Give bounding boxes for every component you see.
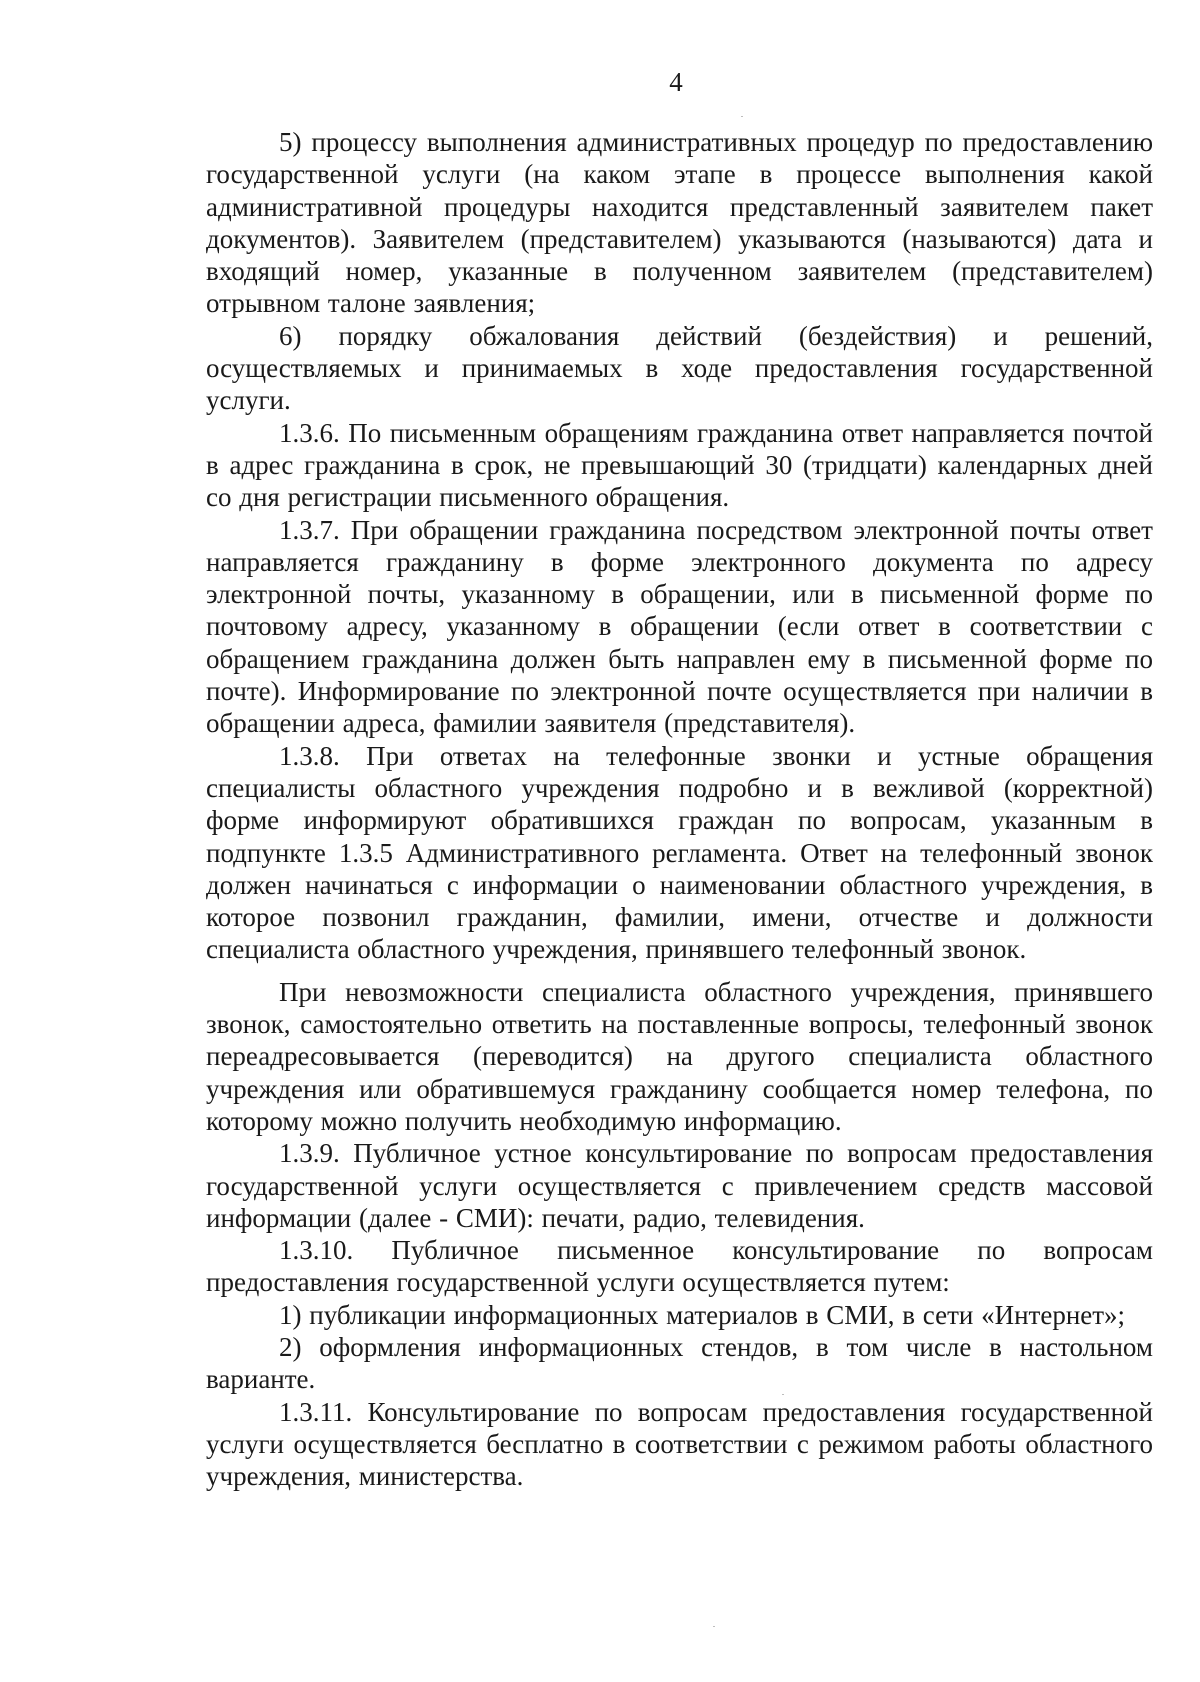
scan-speck	[782, 1394, 784, 1395]
page-number: 4	[669, 67, 683, 97]
paragraph-1-3-6: 1.3.6. По письменным обращениям гражданина ответ направляется почтой в адрес гражданина в срок, не превышающий 30 (тридцати) календарных дней со дня регистрации письменного обращения.	[206, 417, 1153, 513]
scan-speck	[741, 116, 743, 117]
document-body	[206, 126, 1153, 1492]
paragraph-item-6: 6) порядку обжалования действий (бездействия) и решений, осуществляемых и принимаемых в ходе предоставления государственной услуги.	[206, 320, 1153, 416]
paragraph-1-3-10: 1.3.10. Публичное письменное консультирование по вопросам предоставления государственной услуги осуществляется путем:	[206, 1235, 1153, 1298]
paragraph-1-3-11: 1.3.11. Консультирование по вопросам предоставления государственной услуги осуществляется бесплатно в соответствии с режимом работы областного учреждения, министерства.	[206, 1396, 1153, 1492]
paragraph-1-3-9: 1.3.9. Публичное устное консультирование по вопросам предоставления государственной услуги осуществляется с привлечением средств массовой информации (далее - СМИ): печати, радио, телевидения.	[206, 1138, 1153, 1233]
paragraph-1-3-7: 1.3.7. При обращении гражданина посредством электронной почты ответ направляется гражданину в форме электронного документа по адресу электронной почты, указанному в обращении, или в письменной форме по почтовому адресу, указанному в обращении (если ответ в соответствии с обращением гражданина должен быть направлен ему в письменной форме по почте). Информирование по электронной почте осуществляется при наличии в обращении адреса, фамилии заявителя (представителя).	[206, 514, 1153, 739]
scan-speck	[713, 1626, 715, 1627]
paragraph-list-item-1: 1) публикации информационных материалов в СМИ, в сети «Интернет»;	[279, 1299, 1126, 1330]
paragraph-list-item-2: 2) оформления информационных стендов, в том числе в настольном варианте.	[206, 1331, 1153, 1395]
paragraph-1-3-8: 1.3.8. При ответах на телефонные звонки и устные обращения специалисты областного учреждения подробно и в вежливой (корректной) форме информируют обратившихся граждан по вопросам, указанным в подпункте 1.3.5 Административного регламента. Ответ на телефонный звонок должен начинаться с информации о наименовании областного учреждения, в которое позвонил гражданин, фамилии, имени, отчестве и должности специалиста областного учреждения, принявшего телефонный звонок.	[206, 740, 1153, 965]
paragraph-call-redirect: При невозможности специалиста областного учреждения, принявшего звонок, самостоятельно ответить на поставленные вопросы, телефонный звонок переадресовывается (переводится) на другого специалиста областного учреждения или обратившемуся гражданину сообщается номер телефона, по которому можно получить необходимую информацию.	[206, 976, 1153, 1136]
paragraph-item-5: 5) процессу выполнения административных процедур по предоставлению государственной услуги (на каком этапе в процессе выполнения какой административной процедуры находится представленный заявителем пакет документов). Заявителем (представителем) указываются (называются) дата и входящий номер, указанные в полученном заявителем (представителем) отрывном талоне заявления;	[206, 127, 1153, 319]
